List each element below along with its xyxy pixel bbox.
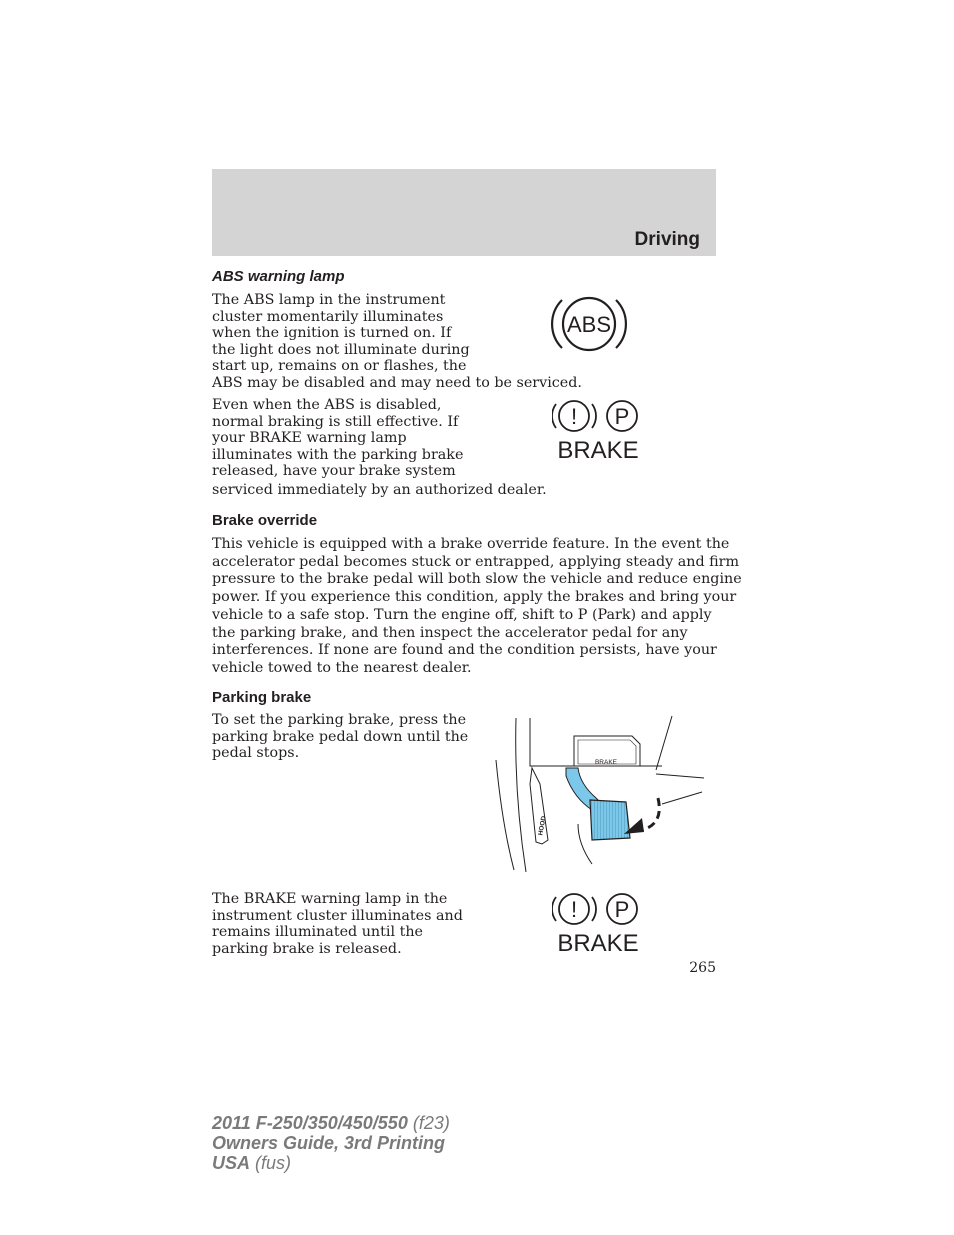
section-title: Driving — [634, 229, 700, 250]
illustration-brake-label: BRAKE — [594, 759, 618, 766]
parking-brake-heading: Parking brake — [212, 689, 312, 706]
svg-text:BRAKE: BRAKE — [557, 437, 639, 462]
parking-brake-paragraph: To set the parking brake, press the parking brake pedal down until the pedal stops. — [212, 712, 469, 762]
svg-text:!: ! — [570, 897, 578, 922]
brake-warning-icon — [552, 398, 644, 462]
brake-lamp-paragraph: The BRAKE warning lamp in the instrument cluster illuminates and remains illuminated until the parking brake is released. — [212, 891, 463, 957]
abs-warning-icon — [550, 292, 628, 356]
parking-brake-pedal-illustration — [492, 714, 706, 876]
illustration-hood-label: HOOD — [537, 815, 548, 836]
abs-icon-text: ABS — [566, 312, 612, 337]
abs-heading: ABS warning lamp — [212, 268, 345, 285]
page-number: 265 — [689, 960, 716, 976]
brake-effective-paragraph: Even when the ABS is disabled, normal braking is still effective. If your BRAKE warning lamp illuminates with the parking brake released, have your brake system serviced immediately by an authorized dealer. — [212, 397, 547, 498]
footer-publication-info: 2011 F-250/350/450/550 (f23) Owners Guide, 3rd Printing USA (fus) — [212, 1113, 450, 1173]
svg-text:P: P — [614, 897, 630, 922]
svg-text:BRAKE: BRAKE — [557, 930, 639, 955]
section-header-band — [212, 169, 716, 256]
brake-override-heading: Brake override — [212, 512, 318, 529]
abs-paragraph: The ABS lamp in the instrument cluster momentarily illuminates when the ignition is turned on. If the light does not illuminate during start up, remains on or flashes, the ABS may be disabled and may need to be serviced. — [212, 292, 582, 391]
brake-warning-icon-2 — [552, 891, 644, 955]
svg-text:!: ! — [570, 404, 578, 429]
svg-text:P: P — [614, 404, 630, 429]
brake-override-paragraph: This vehicle is equipped with a brake override feature. In the event the accelerator pedal becomes stuck or entrapped, applying steady and firm pressure to the brake pedal will both slow the vehicle and reduce engine power. If you experience this condition, apply the brakes and bring your vehicle to a safe stop. Turn the engine off, shift to P (Park) and apply the parking brake, and then inspect the accelerator pedal for any interferences. If none are found and the condition persists, have your vehicle towed to the nearest dealer. — [212, 536, 742, 676]
